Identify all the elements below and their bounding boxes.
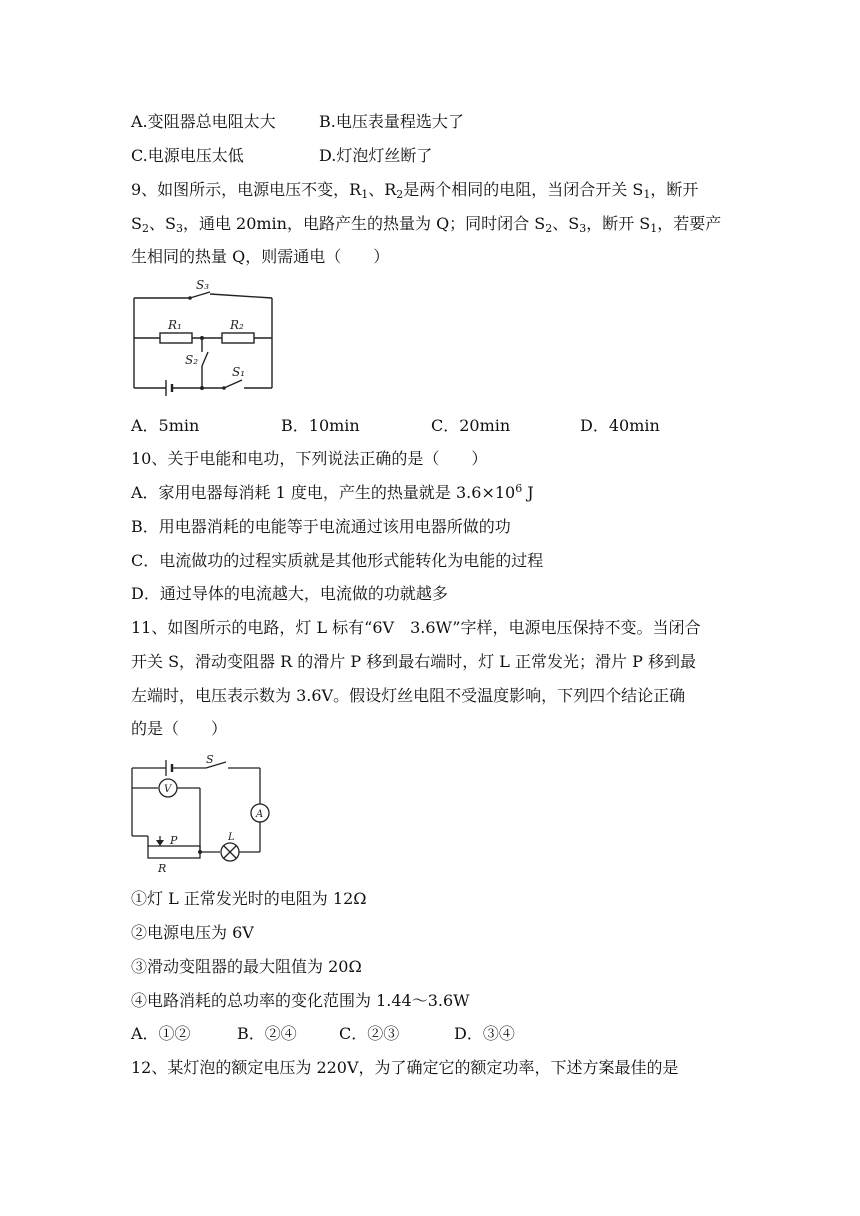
q11-option-c: C．②③ bbox=[339, 1024, 400, 1043]
q9-stem-line-1: 9、如图所示，电源电压不变，$R_1$、$R_2$是两个相同的电阻，当闭合开关 $S_1$，断开 bbox=[131, 180, 699, 201]
q10-option-b: B．用电器消耗的电能等于电流通过该用电器所做的功 bbox=[131, 517, 511, 536]
q8-options-row-2 bbox=[131, 145, 432, 167]
q12-stem: 12、某灯泡的额定电压为 220V，为了确定它的额定功率，下述方案最佳的是 bbox=[131, 1058, 679, 1077]
q11-option-d: D．③④ bbox=[454, 1024, 515, 1043]
q8-option-d: D.灯泡灯丝断了 bbox=[319, 146, 433, 165]
q9-option-c: C．20min bbox=[431, 416, 511, 435]
q11-options bbox=[131, 1023, 515, 1045]
q11-circuit-diagram bbox=[126, 752, 276, 880]
q11-label-l: L bbox=[228, 832, 235, 843]
q9-option-d: D．40min bbox=[580, 416, 660, 435]
q9-label-s3: S₃ bbox=[196, 278, 210, 292]
q11-stem-line-3: 左端时，电压表示数为 3.6V。假设灯丝电阻不受温度影响，下列四个结论正确 bbox=[131, 686, 686, 705]
q10-stem: 10、关于电能和电功，下列说法正确的是（ ） bbox=[131, 449, 488, 468]
q9-circuit-diagram bbox=[128, 274, 278, 398]
q11-option-b: B．②④ bbox=[237, 1024, 297, 1043]
q11-label-s: S bbox=[206, 753, 214, 766]
q11-statement-4: ④电路消耗的总功率的变化范围为 1.44～3.6W bbox=[131, 991, 470, 1010]
q11-statement-1: ①灯 L 正常发光时的电阻为 12Ω bbox=[131, 889, 367, 908]
q11-stem-line-4: 的是（ ） bbox=[131, 719, 228, 738]
q9-option-b: B．10min bbox=[281, 416, 360, 435]
q9-label-r2: R₂ bbox=[230, 318, 244, 332]
q8-option-b: B.电压表量程选大了 bbox=[319, 112, 464, 131]
q10-option-d: D．通过导体的电流越大，电流做的功就越多 bbox=[131, 584, 448, 603]
q11-option-a: A．①② bbox=[131, 1024, 191, 1043]
q10-option-a: A．家用电器每消耗 1 度电，产生的热量就是 $3.6\times 10^6$ J bbox=[131, 482, 534, 502]
q9-label-r1: R₁ bbox=[168, 318, 182, 332]
q8-options-row-1 bbox=[131, 111, 464, 133]
q11-label-v: V bbox=[164, 784, 172, 795]
q9-options bbox=[131, 415, 660, 437]
q11-stem-line-1: 11、如图所示的电路，灯 L 标有“6V 3.6W”字样，电源电压保持不变。当闭合 bbox=[131, 618, 701, 637]
q11-label-p: P bbox=[170, 834, 178, 847]
q9-stem-line-2: $S_2$、$S_3$，通电 20min，电路产生的热量为 Q；同时闭合 $S_2$、$S_3$，断开 $S_1$，若要产 bbox=[131, 214, 722, 235]
q9-stem-line-3: 生相同的热量 Q，则需通电（ ） bbox=[131, 247, 390, 266]
q9-label-s2: S₂ bbox=[185, 353, 199, 367]
q10-option-c: C．电流做功的过程实质就是其他形式能转化为电能的过程 bbox=[131, 551, 544, 570]
q11-label-a: A bbox=[256, 809, 264, 820]
q11-stem-line-2: 开关 S，滑动变阻器 R 的滑片 P 移到最右端时，灯 L 正常发光；滑片 P 移到最 bbox=[131, 652, 696, 671]
q11-label-r: R bbox=[158, 862, 167, 875]
q8-option-c: C.电源电压太低 bbox=[131, 146, 244, 165]
q9-option-a: A．5min bbox=[131, 416, 200, 435]
q11-slider-arrow bbox=[156, 840, 164, 846]
q9-label-s1: S₁ bbox=[232, 365, 246, 379]
q8-option-a: A.变阻器总电阻太大 bbox=[131, 112, 276, 131]
q11-statement-2: ②电源电压为 6V bbox=[131, 923, 254, 942]
q11-statement-3: ③滑动变阻器的最大阻值为 20Ω bbox=[131, 957, 362, 976]
